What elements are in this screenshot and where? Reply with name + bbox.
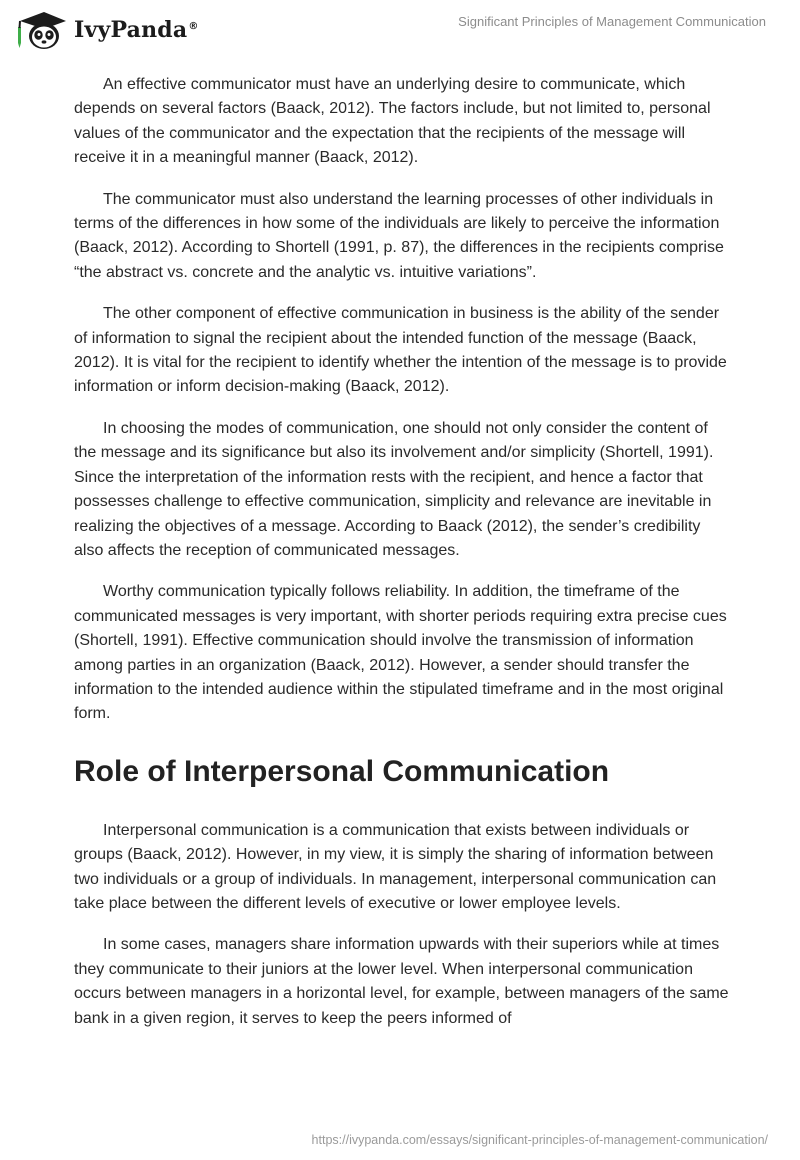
paragraph: The communicator must also understand the learning processes of other individuals in terms of the differences in how some of the individuals are likely to perceive the information (Baack, 2012). According to Shortell (1991, p. 87), the differences in the recipients comprise “the abstract vs. concrete and the analytic vs. intuitive variations”. bbox=[74, 190, 724, 281]
page-header bbox=[0, 0, 800, 60]
paragraph: In some cases, managers share information upwards with their superiors while at times they communicate to their juniors at the lower level. When interpersonal communication occurs between managers in a horizontal level, for example, between managers of the same bank in a given region, it serves to keep the peers informed of bbox=[74, 936, 729, 1027]
paragraph: The other component of effective communication in business is the ability of the sender of information to signal the recipient about the intended function of the message (Baack, 2012). It is vital for the recipient to identify whether the intention of the message is to provide information or inform decision-making (Baack, 2012). bbox=[74, 305, 727, 396]
source-url[interactable]: https://ivypanda.com/essays/significant-principles-of-management-communication/ bbox=[311, 1133, 768, 1147]
paragraph: Worthy communication typically follows reliability. In addition, the timeframe of the communicated messages is very important, with shorter periods requiring extra precise cues (Shortell, 1991). Effective communication should involve the transmission of information among parties in an organization (Baack, 2012). However, a sender should transfer the information to the intended audience within the stipulated timeframe and in the most original form. bbox=[74, 583, 727, 723]
brand-name: IvyPanda® bbox=[74, 17, 199, 43]
section-heading: Role of Interpersonal Communication bbox=[74, 754, 610, 788]
registered-mark: ® bbox=[188, 20, 199, 32]
panda-graduation-cap-icon bbox=[14, 9, 68, 51]
running-title: Significant Principles of Management Communication bbox=[458, 14, 766, 29]
paragraph: Interpersonal communication is a communication that exists between individuals or groups (Baack, 2012). However, in my view, it is simply the sharing of information between two individuals or a group of individuals. In management, interpersonal communication can take place between the different levels of executive or lower employee levels. bbox=[74, 821, 717, 912]
paragraph: An effective communicator must have an underlying desire to communicate, which depends on several factors (Baack, 2012). The factors include, but not limited to, personal values of the communicator and the expectation that the recipients of the message will receive it in a meaningful manner (Baack, 2012). bbox=[74, 76, 711, 167]
essay-body bbox=[74, 73, 730, 1048]
paragraph: In choosing the modes of communication, one should not only consider the content of the message and its significance but also its involvement and/or simplicity (Shortell, 1991). Since the interpretation of the information rests with the recipient, and hence a factor that possesses challenge to effective communication, simplicity and relevance are inevitable in realizing the objectives of a message. According to Baack (2012), the sender’s credibility also affects the reception of communicated messages. bbox=[74, 419, 714, 559]
brand-logo[interactable] bbox=[14, 9, 199, 51]
